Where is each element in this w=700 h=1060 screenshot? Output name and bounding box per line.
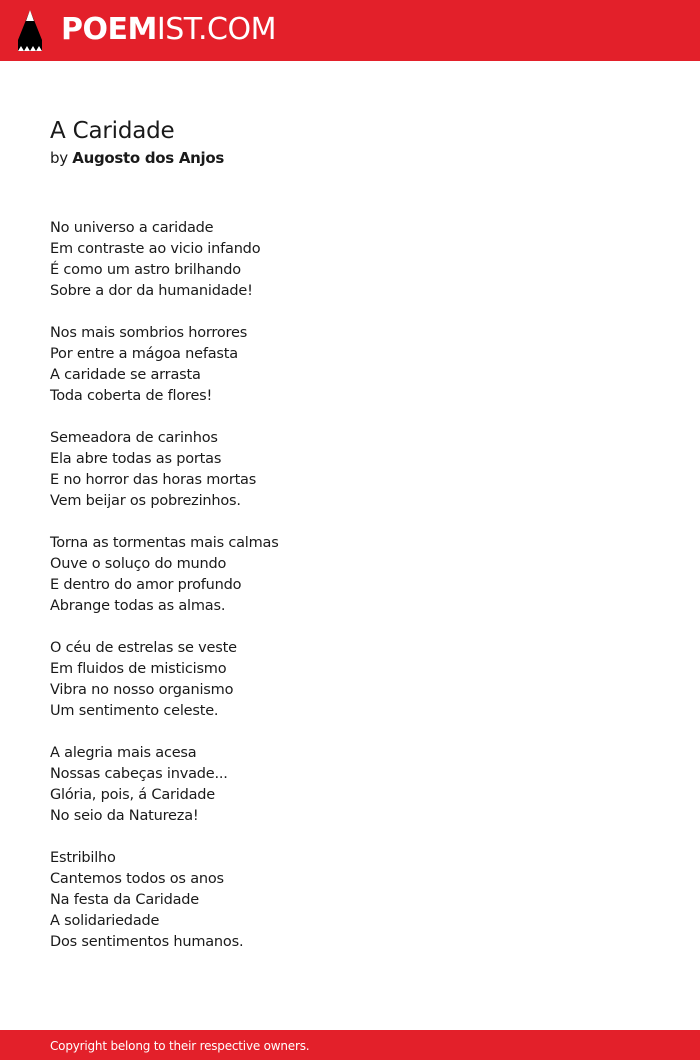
stanza: [50, 218, 650, 302]
by-label: by: [50, 149, 68, 167]
poem-line: Vibra no nosso organismo: [50, 682, 234, 698]
poem-line: Um sentimento celeste.: [50, 703, 219, 719]
poem-line: Em fluidos de misticismo: [50, 661, 227, 677]
poem-line: A solidariedade: [50, 913, 160, 929]
poem-line: Em contraste ao vicio infando: [50, 241, 261, 257]
poem-body: [50, 218, 650, 953]
poem-line: Sobre a dor da humanidade!: [50, 283, 253, 299]
stanza: [50, 848, 650, 953]
poem-line: Ela abre todas as portas: [50, 451, 222, 467]
poem-line: Glória, pois, á Caridade: [50, 787, 216, 803]
poem-line: Ouve o soluço do mundo: [50, 556, 227, 572]
poem-title: A Caridade: [50, 118, 175, 144]
poem-line: O céu de estrelas se veste: [50, 640, 237, 656]
pencil-logo-icon[interactable]: [18, 10, 42, 51]
poem-line: Na festa da Caridade: [50, 892, 200, 908]
poem-content: [50, 116, 650, 974]
poem-line: Torna as tormentas mais calmas: [50, 535, 279, 551]
site-header: [0, 0, 700, 61]
logo-bold-text: POEM: [61, 12, 157, 47]
poem-author: Augosto dos Anjos: [72, 149, 224, 167]
stanza: [50, 743, 650, 827]
poem-line: Por entre a mágoa nefasta: [50, 346, 238, 362]
poem-line: Nos mais sombrios horrores: [50, 325, 248, 341]
stanza: [50, 533, 650, 617]
stanza: [50, 323, 650, 407]
site-logo-text[interactable]: [61, 12, 276, 48]
logo-light-text: IST.COM: [156, 12, 276, 47]
poem-line: Dos sentimentos humanos.: [50, 934, 244, 950]
poem-line: No seio da Natureza!: [50, 808, 199, 824]
stanza: [50, 638, 650, 722]
poem-byline: [50, 146, 650, 170]
poem-line: No universo a caridade: [50, 220, 214, 236]
copyright-text: Copyright belong to their respective owners.: [50, 1039, 310, 1053]
poem-line: É como um astro brilhando: [50, 262, 241, 278]
stanza: [50, 428, 650, 512]
site-footer: [0, 1030, 700, 1060]
poem-line: Vem beijar os pobrezinhos.: [50, 493, 241, 509]
poem-line: Semeadora de carinhos: [50, 430, 218, 446]
poem-line: Cantemos todos os anos: [50, 871, 224, 887]
poem-line: Estribilho: [50, 850, 116, 866]
poem-line: A caridade se arrasta: [50, 367, 201, 383]
poem-line: E no horror das horas mortas: [50, 472, 257, 488]
poem-line: Nossas cabeças invade...: [50, 766, 228, 782]
poem-line: E dentro do amor profundo: [50, 577, 242, 593]
poem-line: Toda coberta de flores!: [50, 388, 213, 404]
poem-line: A alegria mais acesa: [50, 745, 197, 761]
poem-line: Abrange todas as almas.: [50, 598, 226, 614]
